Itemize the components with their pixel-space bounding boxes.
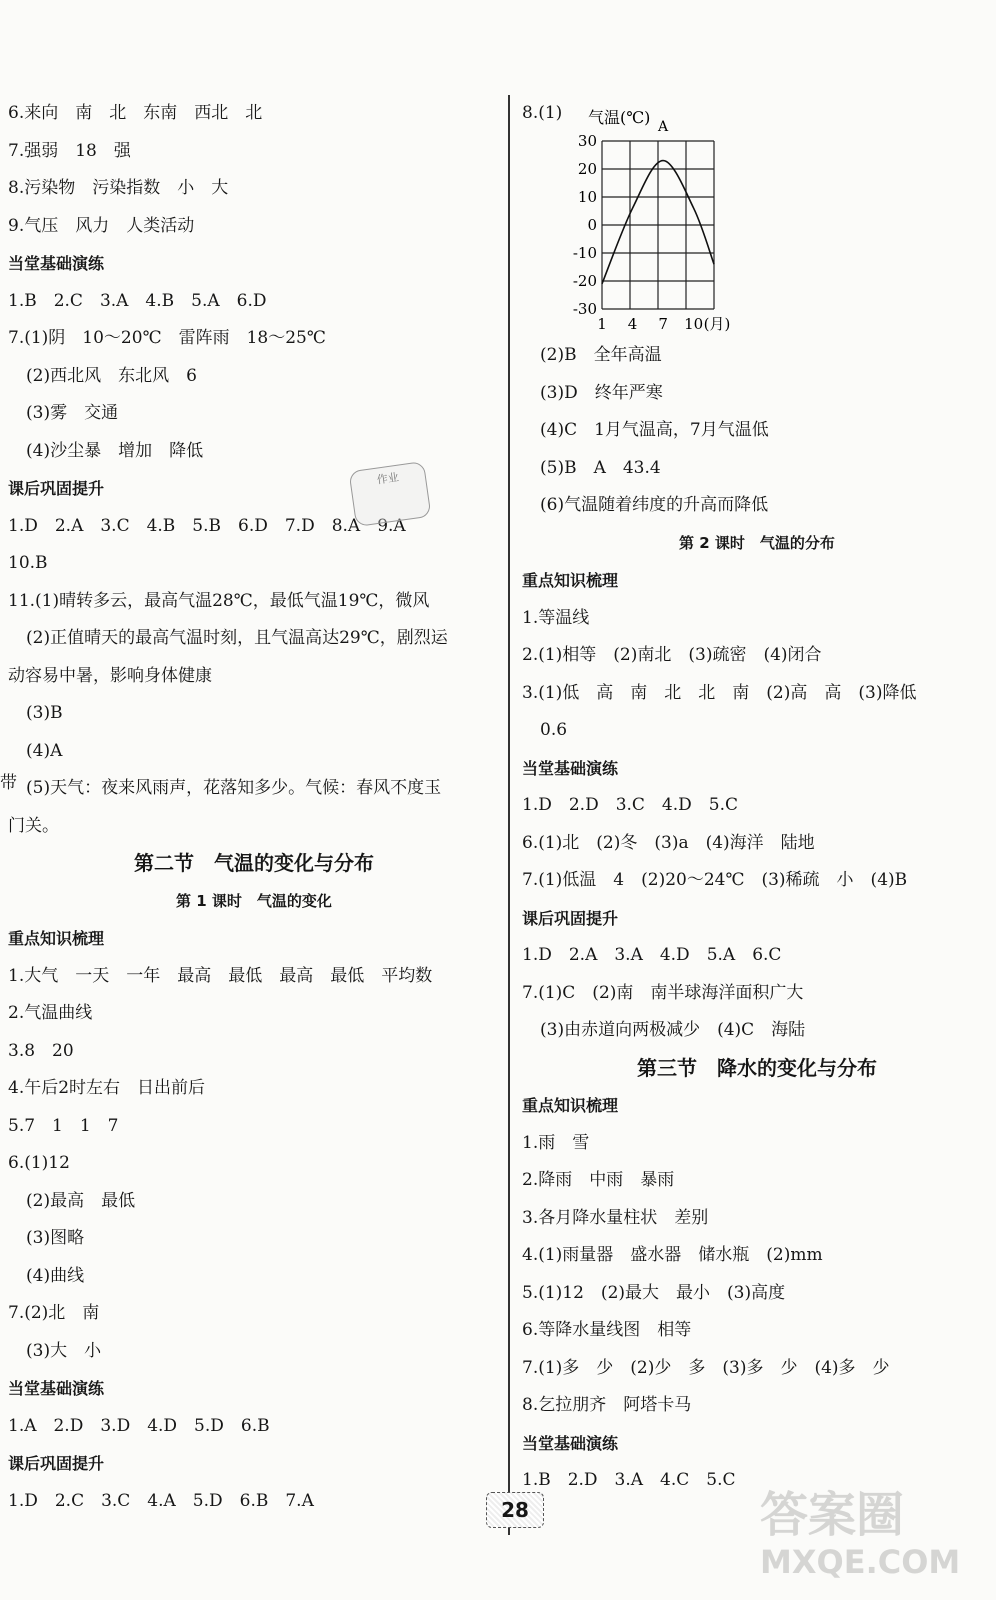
x-tick-label: 7 — [658, 315, 668, 333]
answer-line: 6.等降水量线图 相等 — [522, 1320, 692, 1340]
x-tick-label: 1 — [597, 315, 607, 333]
lesson-title: 第 2 课时 气温的分布 — [679, 533, 835, 552]
temperature-chart — [522, 95, 752, 337]
edge-fragment: 带 — [0, 773, 17, 793]
answer-line: (4)C 1月气温高，7月气温低 — [540, 420, 769, 440]
answer-line: (2)西北风 东北风 6 — [26, 365, 197, 386]
answer-line: 1.A 2.D 3.D 4.D 5.D 6.B — [8, 1415, 270, 1436]
answer-line: 7.强弱 18 强 — [8, 140, 131, 161]
y-tick-label: -20 — [572, 272, 597, 290]
answer-line: 10.B — [8, 553, 48, 573]
x-tick-label: 10 — [684, 315, 704, 333]
y-tick-label: 30 — [577, 132, 597, 150]
page-number: 28 — [486, 1492, 544, 1528]
section-title: 第三节 降水的变化与分布 — [637, 1055, 877, 1080]
stamp-mark: 作业 — [348, 461, 431, 527]
answer-line: 3.(1)低 高 南 北 北 南 (2)高 高 (3)降低 — [522, 682, 917, 703]
answer-line: (3)雾 交通 — [26, 403, 119, 423]
section-heading: 重点知识梳理 — [8, 929, 105, 948]
answer-line: (3)B — [26, 703, 63, 723]
answer-line: 6.(1)北 (2)冬 (3)a (4)海洋 陆地 — [522, 832, 815, 853]
answer-line: 6.(1)12 — [8, 1153, 70, 1173]
right-lines — [522, 337, 992, 1500]
answer-line: (3)D 终年严寒 — [540, 382, 663, 403]
answer-line: 5.(1)12 (2)最大 最小 (3)高度 — [522, 1282, 786, 1303]
section-heading: 课后巩固提升 — [8, 1454, 105, 1473]
answer-line: 9.气压 风力 人类活动 — [8, 215, 195, 236]
answer-line: 0.6 — [540, 720, 568, 740]
answer-line: (4)曲线 — [26, 1265, 85, 1286]
answer-line: 7.(1)多 少 (2)少 多 (3)多 少 (4)多 少 — [522, 1357, 890, 1378]
answer-line: 动容易中暑，影响身体健康 — [8, 665, 212, 686]
x-axis-unit: (月) — [703, 315, 731, 333]
answer-line: 7.(1)低温 4 (2)20～24℃ (3)稀疏 小 (4)B — [522, 870, 908, 890]
answer-line: 3.8 20 — [8, 1040, 74, 1061]
answer-line: 1.D 2.C 3.C 4.A 5.D 6.B 7.A — [8, 1490, 314, 1511]
watermark: 答案圈 MXQE.COM — [760, 1487, 961, 1581]
answer-line: 1.B 2.D 3.A 4.C 5.C — [522, 1470, 736, 1490]
section-heading: 当堂基础演练 — [522, 1433, 619, 1453]
y-tick-label: -10 — [572, 244, 597, 262]
answer-line: 2.降雨 中雨 暴雨 — [522, 1170, 675, 1190]
section-heading: 重点知识梳理 — [522, 571, 619, 590]
answer-line: (5)天气：夜来风雨声，花落知多少。气候：春风不度玉 — [26, 778, 442, 798]
answer-line: (2)B 全年高温 — [540, 345, 662, 365]
answer-line: 1.D 2.A 3.C 4.B 5.B 6.D 7.D 8.A 9.A — [8, 515, 406, 536]
answer-line: 3.各月降水量柱状 差别 — [522, 1207, 709, 1228]
y-tick-label: 10 — [577, 188, 597, 206]
answer-line: 4.(1)雨量器 盛水器 储水瓶 (2)mm — [522, 1245, 823, 1265]
section-heading: 当堂基础演练 — [8, 254, 105, 273]
section-heading: 重点知识梳理 — [522, 1096, 619, 1115]
answer-line: 7.(2)北 南 — [8, 1303, 100, 1323]
answer-line: 1.大气 一天 一年 最高 最低 最高 最低 平均数 — [8, 965, 433, 986]
answer-line: 1.D 2.A 3.A 4.D 5.A 6.C — [522, 945, 782, 965]
section-heading: 当堂基础演练 — [8, 1379, 105, 1398]
answer-line: 门关。 — [8, 815, 59, 836]
answer-line: (5)B A 43.4 — [540, 457, 661, 478]
answer-line: 1.等温线 — [522, 607, 590, 628]
answer-line: (2)最高 最低 — [26, 1190, 136, 1211]
answer-line: 2.气温曲线 — [8, 1003, 93, 1023]
answer-line: (4)A — [26, 740, 63, 761]
answer-line: (3)由赤道向两极减少 (4)C 海陆 — [540, 1020, 806, 1040]
answer-line: 5.7 1 1 7 — [8, 1115, 119, 1136]
answer-line: 6.来向 南 北 东南 西北 北 — [8, 103, 263, 123]
chart-title: A — [658, 119, 669, 135]
section-heading: 课后巩固提升 — [522, 908, 619, 928]
answer-line: 1.D 2.D 3.C 4.D 5.C — [522, 795, 739, 815]
answer-line: (3)大 小 — [26, 1340, 102, 1361]
answer-line: 2.(1)相等 (2)南北 (3)疏密 (4)闭合 — [522, 645, 822, 665]
y-tick-label: 0 — [587, 216, 597, 234]
answer-line: (6)气温随着纬度的升高而降低 — [540, 495, 769, 515]
answer-line: 8.乞拉朋齐 阿塔卡马 — [522, 1395, 692, 1415]
y-axis-label: 气温(℃) — [588, 108, 651, 127]
y-tick-label: 20 — [577, 160, 597, 178]
answer-line: 7.(1)C (2)南 南半球海洋面积广大 — [522, 982, 804, 1003]
y-tick-label: -30 — [572, 300, 597, 318]
section-title: 第二节 气温的变化与分布 — [134, 851, 374, 875]
answer-line: (3)图略 — [26, 1228, 85, 1248]
answer-line: 7.(1)阴 10～20℃ 雷阵雨 18～25℃ — [8, 328, 326, 348]
answer-line: 8.污染物 污染指数 小 大 — [8, 178, 229, 198]
section-heading: 课后巩固提升 — [8, 479, 105, 498]
left-column — [8, 95, 500, 1520]
answer-line: 11.(1)晴转多云，最高气温28℃，最低气温19℃，微风 — [8, 590, 430, 611]
column-divider — [508, 95, 510, 1535]
answer-line: 1.雨 雪 — [522, 1132, 590, 1153]
answer-line: 4.午后2时左右 日出前后 — [8, 1078, 206, 1098]
lesson-title: 第 1 课时 气温的变化 — [176, 891, 332, 910]
temperature-chart-block — [522, 95, 992, 337]
section-heading: 当堂基础演练 — [522, 758, 619, 778]
answer-line: (4)沙尘暴 增加 降低 — [26, 440, 204, 461]
right-column — [522, 95, 992, 1500]
x-tick-label: 4 — [627, 315, 638, 333]
question-8-label: 8.(1) — [522, 103, 563, 123]
answer-line: 1.B 2.C 3.A 4.B 5.A 6.D — [8, 290, 267, 311]
answer-line: (2)正值晴天的最高气温时刻，且气温高达29℃，剧烈运 — [26, 628, 448, 648]
